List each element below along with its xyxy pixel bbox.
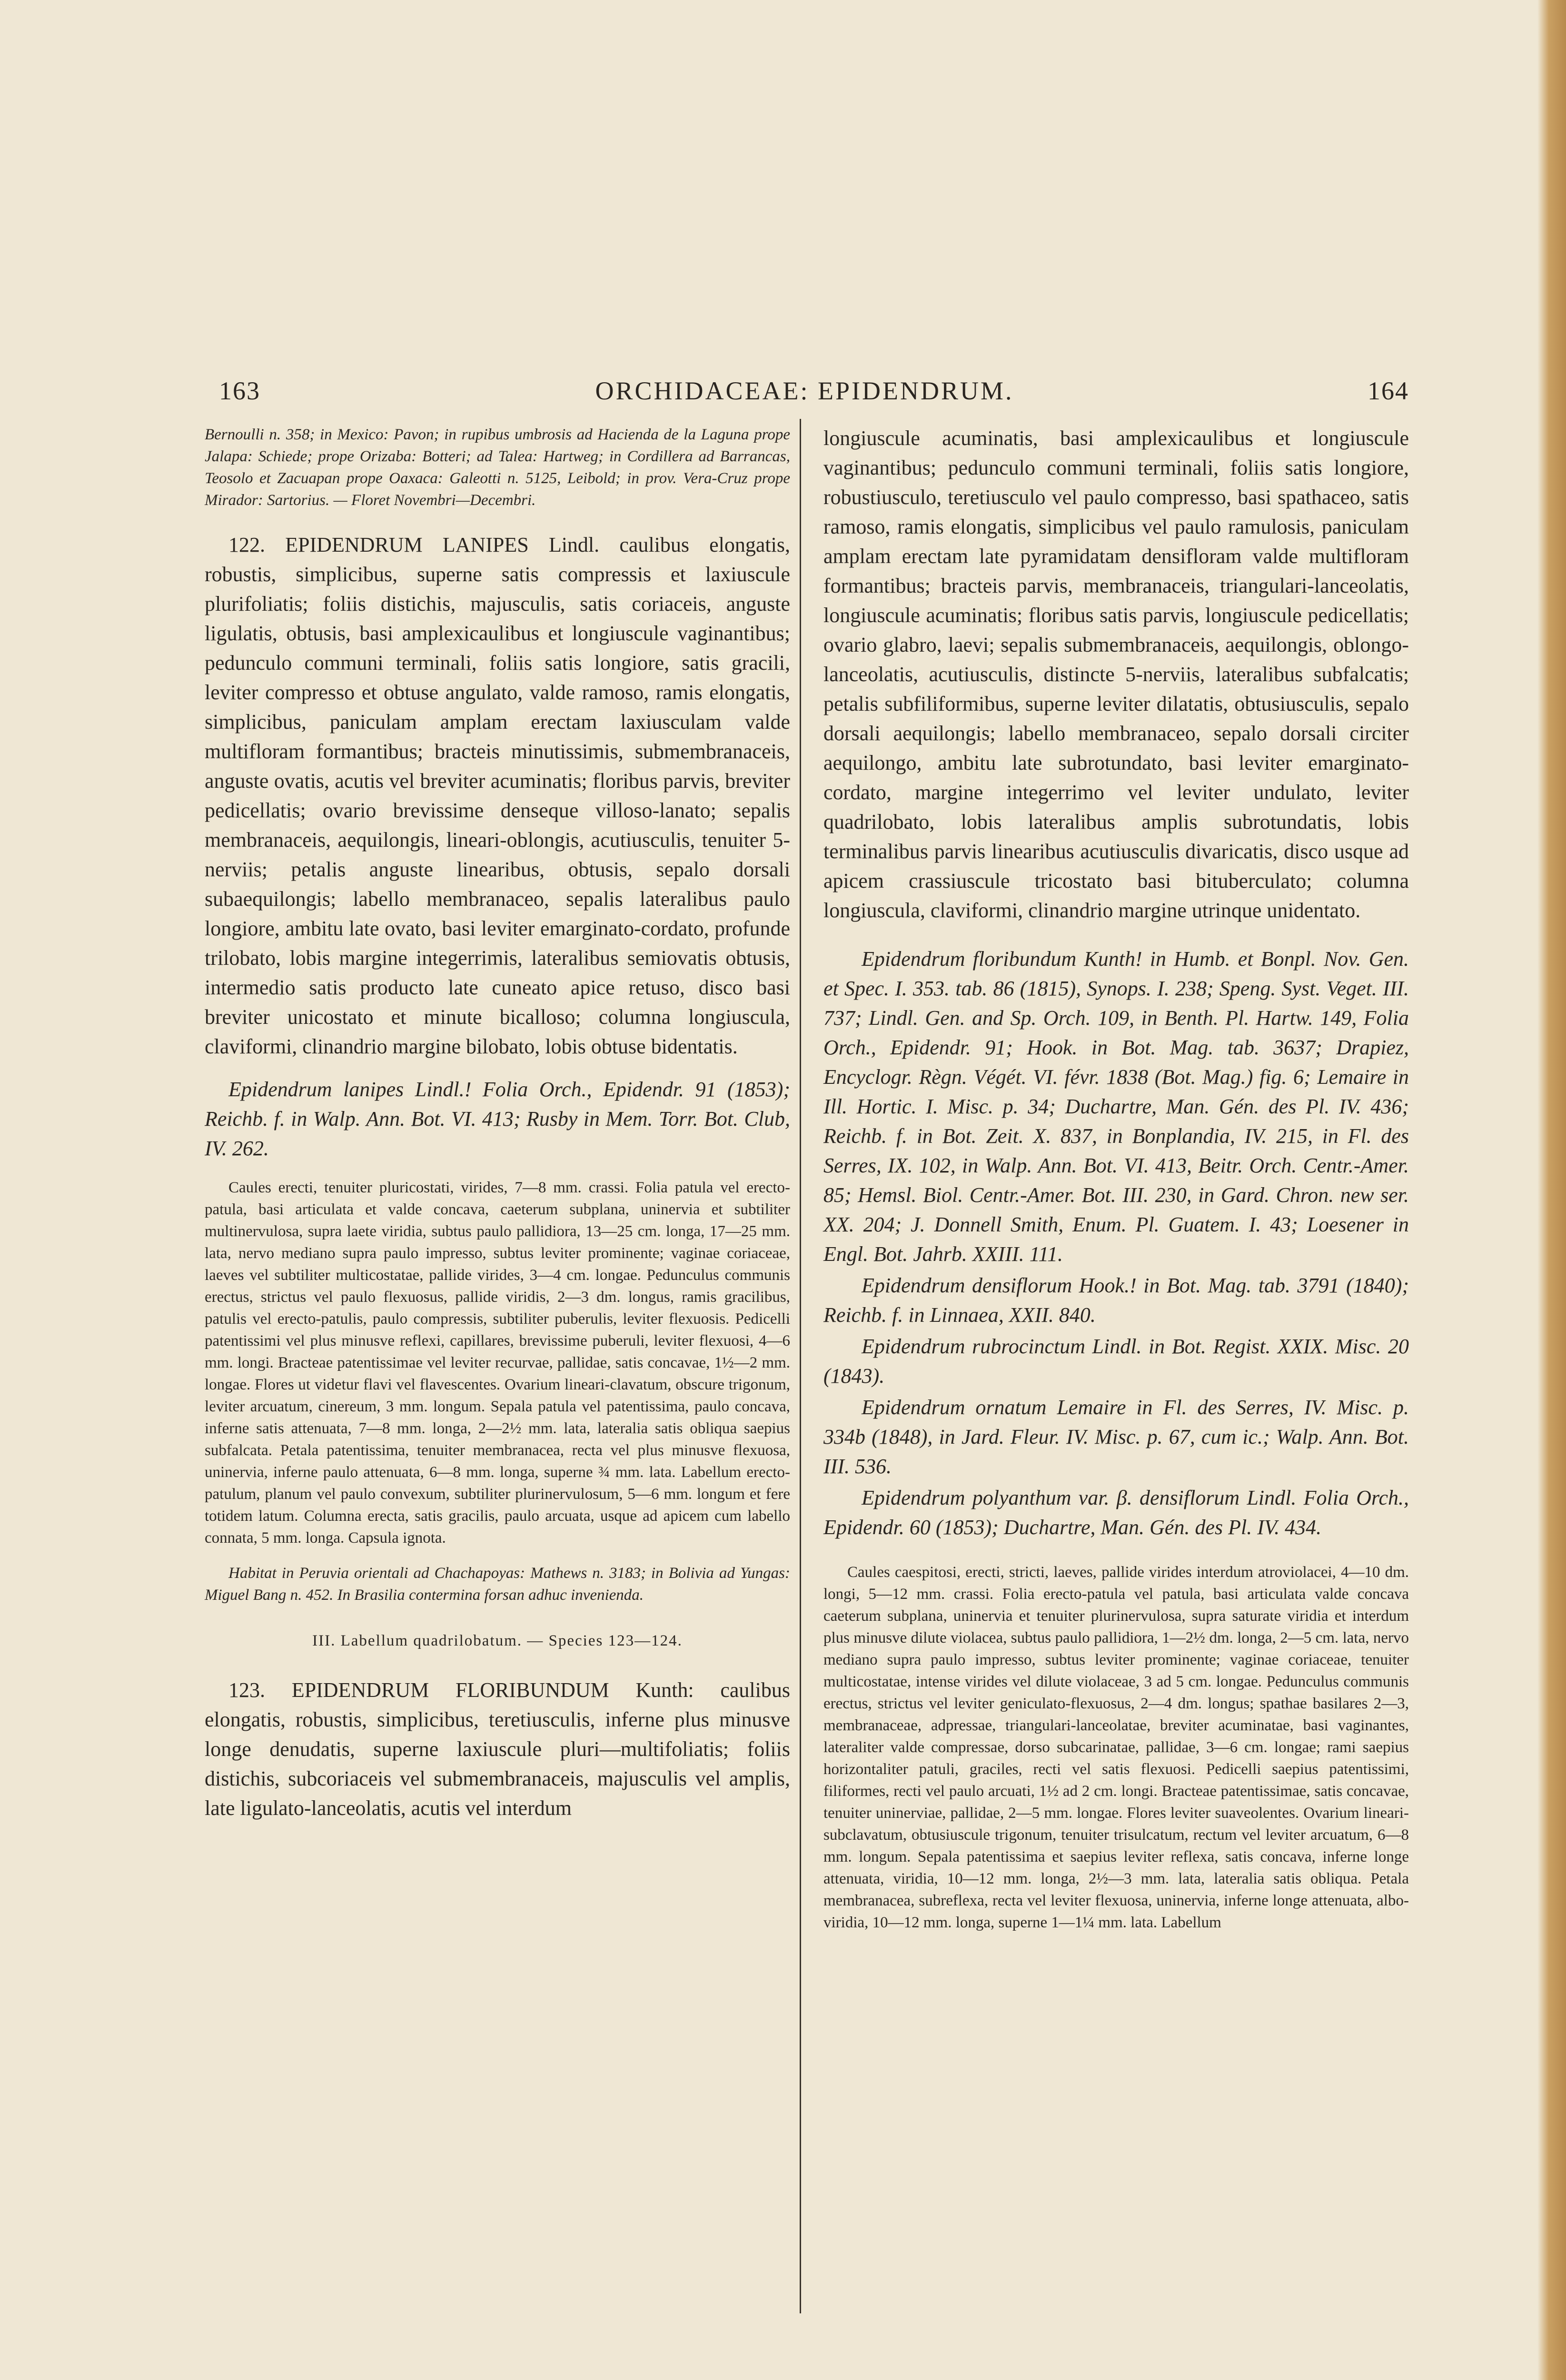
section-heading-III: III. Labellum quadrilobatum. — Species 123—124. — [312, 1632, 683, 1649]
species-123-description-cont: longiuscule acuminatis, basi amplexicaulibus et longiuscule vaginantibus; pedunculo communi terminali, foliis satis longiore, robustiusculo, teretiusculo vel paulo compresso, basi spathaceo, satis ramoso, ramis elongatis, simplicibus vel paulo ramulosis, paniculam amplam erectam late pyramidatam densifloram valde multifloram formantibus; bracteis parvis, membranaceis, triangulari-lanceolatis, longiuscule acuminatis; floribus satis parvis, longiuscule pedicellatis; ovario glabro, laevi; sepalis submembranaceis, aequilongis, oblongo-lanceolatis, acutiusculis, distincte 5-nerviis, lateralibus subfalcatis; petalis subfiliformibus, superne leviter dilatatis, obtusiusculis, sepalo dorsali aequilongis; labello membranaceo, sepalo dorsali circiter aequilongo, ambitu late subrotundato, basi leviter emarginato-cordato, margine integerrimo vel leviter undulato, leviter quadrilobato, lobis lateralibus amplis subrotundatis, lobis terminalibus parvis linearibus acutiusculis divaricatis, disco usque ad apicem crassiuscule tricostato basi bituberculato; columna longiuscula, claviformi, clinandrio margine utrinque unidentato. — [823, 426, 1409, 922]
species-122-citation: Epidendrum lanipes Lindl.! Folia Orch., Epidendr. 91 (1853); Reichb. f. in Walp. Ann. Bot. VI. 413; Rusby in Mem. Torr. Bot. Club, IV. 262. — [205, 1078, 790, 1160]
citation-ornatum: Epidendrum ornatum Lemaire in Fl. des Serres, IV. Misc. p. 334b (1848), in Jard. Fleur. IV. Misc. p. 67, cum ic.; Walp. Ann. Bot. III. 536. — [823, 1396, 1409, 1478]
running-header — [200, 371, 1409, 414]
species-123-citations — [823, 944, 1409, 1542]
species-122-description: caulibus elongatis, robustis, simplicibus, superne satis compressis et laxiuscule plurifoliatis; foliis distichis, majusculis, satis coriaceis, anguste ligulatis, obtusis, basi amplexicaulibus et longiuscule vaginantibus; pedunculo communi terminali, foliis satis longiore, satis gracili, leviter compresso et obtuse angulato, valde ramoso, ramis elongatis, simplicibus, paniculam amplam erectam laxiusculam valde multifloram formantibus; bracteis minutissimis, submembranaceis, anguste ovatis, acutis vel breviter acuminatis; floribus parvis, breviter pedicellatis; ovario brevissime denseque villoso-lanato; sepalis membranaceis, aequilongis, lineari-oblongis, acutiusculis, tenuiter 5-nerviis; petalis anguste linearibus, obtusis, sepalo dorsali subaequilongis; labello membranaceo, sepalis lateralibus paulo longiore, ambitu late ovato, basi leviter emarginato-cordato, profunde trilobato, lobis margine integerrimis, lateralibus semiovatis obtusis, intermedio satis producto late cuneato apice retuso, disco basi breviter unicostato et minute bicalloso; columna longiuscula, claviformi, clinandrio margine bilobato, lobis obtuse bidentatis. — [205, 533, 790, 1058]
species-122-habitat: Habitat in Peruvia orientali ad Chachapoyas: Mathews n. 3183; in Bolivia ad Yungas: Miguel Bang n. 452. In Brasilia contermina forsan adhuc invenienda. — [205, 1565, 790, 1604]
species-123-details: Caules caespitosi, erecti, stricti, laeves, pallide virides interdum atroviolacei, 4—10 dm. longi, 5—12 mm. crassi. Folia erecto-patula vel patula, basi articulata valde concava caeterum subplana, uninervia et tenuiter plurinervulosa, supra saturate viridia et interdum plus minusve dilute violacea, subtus paulo pallidiora, 1—2½ dm. longa, 2—5 cm. lata, nervo mediano supra paulo impresso, subtus leviter prominente; vaginae coriaceae, tenuiter multicostatae, intense virides vel dilute violaceae, 3 ad 5 cm. longae. Pedunculus communis erectus, strictus vel leviter geniculato-flexuosus, 2—4 dm. longus; spathae basilares 2—3, membranaceae, adpressae, triangulari-lanceolatae, breviter acuminatae, basi vaginantes, lateraliter valde compressae, dorso subcarinatae, pallidae, 3—6 cm. longae; rami saepius horizontaliter patuli, graciles, recti vel satis flexuosi. Pedicelli saepius patentissimi, filiformes, recti vel paulo arcuati, 1½ ad 2 cm. longi. Bracteae patentissimae, satis concavae, tenuiter uninerviae, pallidae, 2—5 mm. longae. Flores leviter suaveolentes. Ovarium lineari-subclavatum, obtusiuscule trigonum, tenuiter trisulcatum, rectum vel leviter arcuatum, 6—8 mm. longum. Sepala patentissima et saepius leviter reflexa, satis concava, inferne longe attenuata, viridia, 10—12 mm. longa, 2½—3 mm. lata, lateralia satis obliqua. Petala membranacea, subreflexa, recta vel leviter flexuosa, uninervia, inferne longe attenuata, albo-viridia, 10—12 mm. longa, superne 1—1¼ mm. lata. Labellum — [823, 1564, 1409, 1931]
species-122-heading: 122. EPIDENDRUM LANIPES Lindl. — [228, 533, 600, 556]
page-number-left: 163 — [219, 377, 260, 405]
right-column — [823, 424, 1409, 1947]
page-number-right: 164 — [1368, 377, 1409, 405]
species-123-description: caulibus elongatis, robustis, simplicibus, teretiusculis, inferne plus minusve longe denudatis, superne laxiuscule pluri—multifoliatis; foliis distichis, subcoriaceis vel submembranaceis, majusculis vel amplis, late ligulato-lanceolatis, acutis vel interdum — [205, 1678, 790, 1820]
citation-rubrocinctum: Epidendrum rubrocinctum Lindl. in Bot. Regist. XXIX. Misc. 20 (1843). — [823, 1335, 1409, 1388]
citation-floribundum: Epidendrum floribundum Kunth! in Humb. et Bonpl. Nov. Gen. et Spec. I. 353. tab. 86 (1815), Synops. I. 238; Speng. Syst. Veget. III. 737; Lindl. Gen. and Sp. Orch. 109, in Benth. Pl. Hartw. 149, Folia Orch., Epidendr. 91; Hook. in Bot. Mag. tab. 3637; Drapiez, Encyclogr. Règn. Végét. VI. févr. 1838 (Bot. Mag.) fig. 6; Lemaire in Ill. Hortic. I. Misc. p. 34; Duchartre, Man. Gén. des Pl. IV. 436; Reichb. f. in Bot. Zeit. X. 837, in Bonplandia, IV. 215, in Fl. des Serres, IX. 102, in Walp. Ann. Bot. VI. 413, Beitr. Orch. Centr.-Amer. 85; Hemsl. Biol. Centr.-Amer. Bot. III. 230, in Gard. Chron. new ser. XX. 204; J. Donnell Smith, Enum. Pl. Guatem. I. 43; Loesener in Engl. Bot. Jahrb. XXIII. 111. — [823, 947, 1409, 1266]
species-123-heading: 123. EPIDENDRUM FLORIBUNDUM Kunth: — [228, 1678, 694, 1702]
species-122-paragraph — [205, 530, 790, 1061]
page-edge — [1537, 0, 1566, 2380]
species-122-details: Caules erecti, tenuiter pluricostati, virides, 7—8 mm. crassi. Folia patula vel erecto-patula, basi articulata et valde concava, caeterum subplana, uninervia et subtiliter multinervulosa, supra laete viridia, subtus paulo pallidiora, 13—25 cm. longa, 17—25 mm. lata, nervo mediano supra paulo impresso, subtus leviter prominente; vaginae coriaceae, laeves vel subtiliter multicostatae, pallide virides, 3—4 cm. longae. Pedunculus communis erectus, strictus vel paulo flexuosus, pallide viridis, 2—3 dm. longus, ramis gracilibus, patulis vel erecto-patulis, paulo compressis, subtiliter puberulis, leviter flexuosis. Pedicelli patentissimi vel plus minusve reflexi, capillares, brevissime puberuli, leviter flexuosi, 4—6 mm. longi. Bracteae patentissimae vel leviter recurvae, pallidae, satis concavae, 1½—2 mm. longae. Flores ut videtur flavi vel flavescentes. Ovarium lineari-clavatum, obscure trigonum, leviter arcuatum, cinereum, 3 mm. longum. Sepala patula vel patentissima, paulo concava, inferne satis attenuata, 7—8 mm. longa, 2—2½ mm. lata, lateralia satis obliqua saepius subfalcata. Petala patentissima, tenuiter membranacea, recta vel plus minusve flexuosa, uninervia, inferne paulo attenuata, 6—8 mm. longa, superne ¾ mm. lata. Labellum erecto-patulum, planum vel paulo convexum, subtiliter plurinervulosum, 5—6 mm. longum et fere totidem latum. Columna erecta, satis gracilis, paulo arcuata, usque ad apicem cum labello connata, 5 mm. longa. Capsula ignota. — [205, 1179, 790, 1547]
citation-polyanthum: Epidendrum polyanthum var. β. densiflorum Lindl. Folia Orch., Epidendr. 60 (1853); Duchartre, Man. Gén. des Pl. IV. 434. — [823, 1486, 1409, 1539]
species-123-paragraph — [205, 1676, 790, 1823]
running-title: ORCHIDACEAE: EPIDENDRUM. — [595, 377, 1014, 405]
left-column — [205, 424, 790, 1836]
localities-paragraph: Bernoulli n. 358; in Mexico: Pavon; in rupibus umbrosis ad Hacienda de la Laguna prope Jalapa: Schiede; prope Orizaba: Botteri; ad Talea: Hartweg; in Cordillera ad Barrancas, Teosolo et Zacuapan prope Oaxaca: Galeotti n. 5125, Leibold; in prov. Vera-Cruz prope Mirador: Sartorius. — Floret Novembri—Decembri. — [205, 426, 790, 509]
column-divider — [800, 419, 801, 2313]
citation-densiflorum: Epidendrum densiflorum Hook.! in Bot. Mag. tab. 3791 (1840); Reichb. f. in Linnaea, XXII. 840. — [823, 1274, 1409, 1327]
